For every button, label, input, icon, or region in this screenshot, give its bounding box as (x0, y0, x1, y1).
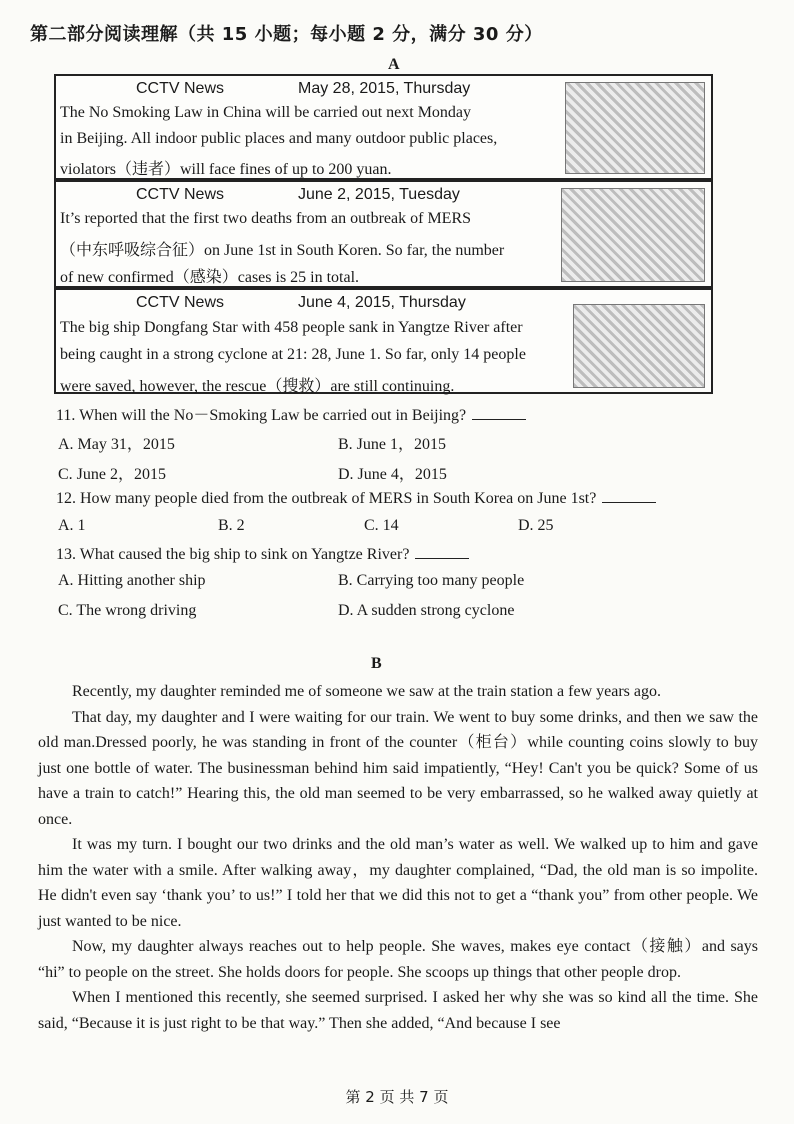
news-photo (573, 304, 705, 388)
news-photo (561, 188, 705, 282)
question-stem: 12. How many people died from the outbreak of MERS in South Korea on June 1st? (56, 490, 597, 507)
section-title: 第二部分阅读理解（共 15 小题；每小题 2 分，满分 30 分） (30, 24, 543, 45)
news-source: CCTV News (136, 294, 225, 311)
option: C. June 2，2015 (58, 466, 167, 483)
answer-blank[interactable] (472, 405, 526, 420)
news-text-line: were saved, however, the rescue（搜救）are still continuing. (60, 378, 455, 395)
option: B. Carrying too many people (338, 572, 525, 589)
question-11 (56, 402, 526, 425)
news-text-line: The No Smoking Law in China will be carried out next Monday (60, 104, 472, 121)
news-date: June 4, 2015, Thursday (298, 294, 466, 311)
news-date: June 2, 2015, Tuesday (298, 186, 460, 203)
option: A. 1 (58, 517, 86, 534)
news-text-line: （中东呼吸综合征）on June 1st in South Koren. So far, the number (60, 242, 505, 259)
news-date: May 28, 2015, Thursday (298, 80, 471, 97)
news-item-3 (54, 288, 713, 394)
question-13 (56, 544, 469, 564)
news-text-line: of new confirmed（感染）cases is 25 in total. (60, 269, 360, 286)
option: A. Hitting another ship (58, 572, 206, 589)
news-text-line: It’s reported that the first two deaths from an outbreak of MERS (60, 210, 472, 227)
news-photo (565, 82, 705, 174)
news-item-2 (54, 180, 713, 288)
option: C. 14 (364, 517, 399, 534)
passage-b (38, 679, 758, 1036)
news-text-line: in Beijing. All indoor public places and many outdoor public places, (60, 130, 498, 147)
part-a-label: A (388, 56, 400, 73)
news-text-line: The big ship Dongfang Star with 458 people sank in Yangtze River after (60, 319, 523, 336)
option: D. June 4，2015 (338, 466, 447, 483)
paragraph: It was my turn. I bought our two drinks and the old man’s water as well. We walked up to him and gave him the water with a smile. After walking away，my daughter complained, “Dad, the old man is so impolite. He didn't even say ‘thank you’ to us!” I told her that we did this not to get a “thank you” from other people. We just wanted to be nice. (38, 836, 758, 930)
option: A. May 31，2015 (58, 436, 175, 453)
paragraph: That day, my daughter and I were waiting for our train. We went to buy some drinks, and then we saw the old man.Dressed poorly, he was standing in front of the counter（柜台）while counting coins slowly to buy just one bottle of water. The businessman behind him said impatiently, “Hey! Can't you be quick? Some of us have a train to catch!” Hearing this, the old man seemed to be very embarrassed, so he walked away quietly at once. (38, 708, 758, 828)
option: C. The wrong driving (58, 602, 197, 619)
news-text-line: being caught in a strong cyclone at 21: 28, June 1. So far, only 14 people (60, 346, 526, 363)
page-footer: 第 2 页 共 7 页 (345, 1088, 449, 1106)
option: D. A sudden strong cyclone (338, 602, 515, 619)
news-item-1 (54, 74, 713, 180)
paragraph: Now, my daughter always reaches out to help people. She waves, makes eye contact（接触）and says “hi” to people on the street. She holds doors for people. She scoops up things that other people drop. (38, 938, 758, 981)
part-b-label: B (371, 655, 382, 672)
news-source: CCTV News (136, 80, 225, 97)
answer-blank[interactable] (415, 544, 469, 559)
option: B. 2 (218, 517, 245, 534)
question-stem: 13. What caused the big ship to sink on Yangtze River? (56, 546, 410, 563)
option: D. 25 (518, 517, 554, 534)
paragraph: Recently, my daughter reminded me of someone we saw at the train station a few years ago. (72, 683, 661, 700)
paragraph: When I mentioned this recently, she seemed surprised. I asked her why she was so kind all the time. She said, “Because it is just right to be that way.” Then she added, “And because I see (38, 989, 758, 1032)
question-stem: 11. When will the No－Smoking Law be carried out in Beijing? (56, 407, 467, 424)
option: B. June 1，2015 (338, 436, 447, 453)
question-12 (56, 488, 656, 508)
answer-blank[interactable] (602, 488, 656, 503)
news-text-line: violators（违者）will face fines of up to 200 yuan. (60, 161, 392, 178)
news-source: CCTV News (136, 186, 225, 203)
